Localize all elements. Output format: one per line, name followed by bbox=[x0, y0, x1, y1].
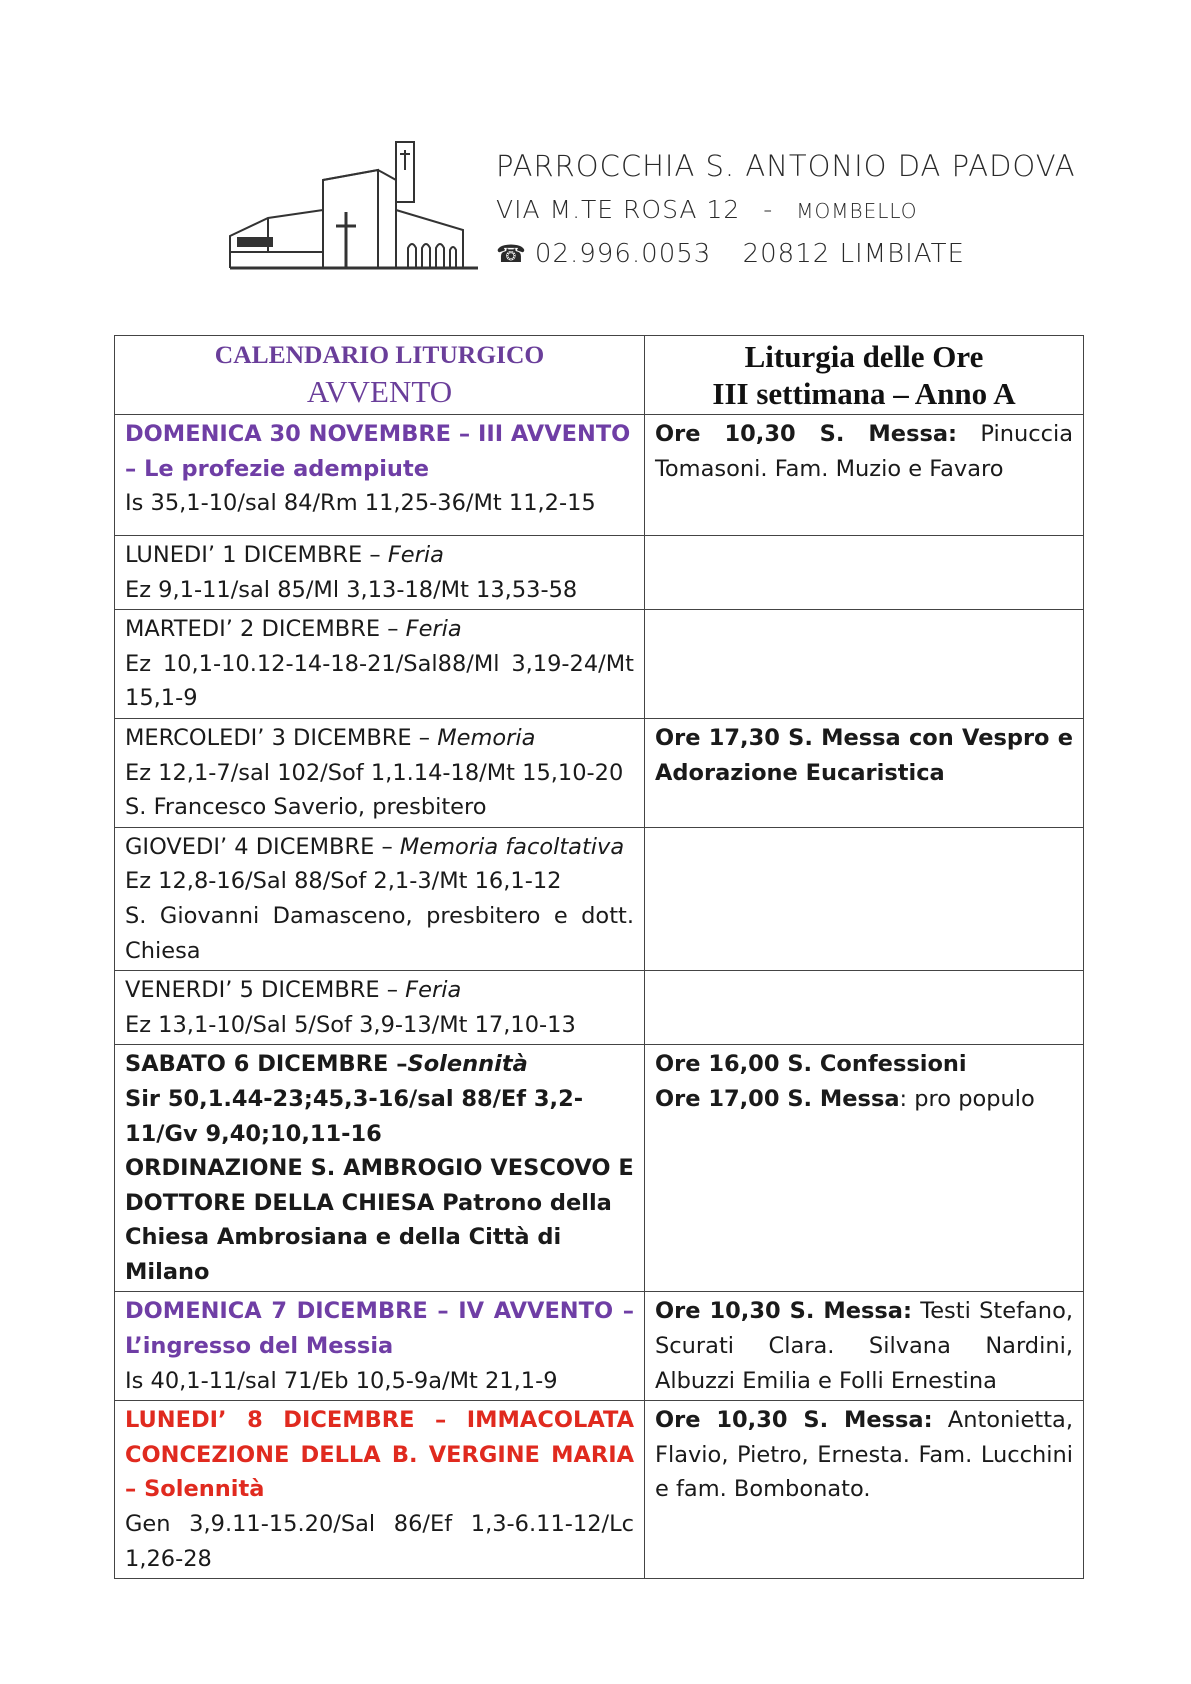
day-title bbox=[125, 721, 634, 756]
table-row bbox=[115, 1045, 1084, 1292]
day-title bbox=[125, 1047, 634, 1082]
day-type: Solennità bbox=[407, 1051, 528, 1078]
phone-number: 02.996.0053 bbox=[534, 239, 712, 269]
day-type: Memoria facoltativa bbox=[399, 833, 625, 860]
header-left-cell bbox=[115, 336, 645, 415]
mass-cell bbox=[645, 610, 1084, 719]
day-title bbox=[125, 538, 634, 573]
day-date: SABATO 6 DICEMBRE – bbox=[125, 1051, 408, 1078]
mass-time: Ore 10,30 S. Messa: bbox=[655, 1298, 912, 1325]
day-cell bbox=[115, 827, 645, 970]
table-header-row bbox=[115, 336, 1084, 415]
header-right-cell bbox=[645, 336, 1084, 415]
mass-cell bbox=[645, 827, 1084, 970]
day-cell bbox=[115, 718, 645, 827]
mass-cell bbox=[645, 536, 1084, 610]
mass-time: Ore 10,30 S. Messa: bbox=[655, 1407, 933, 1434]
day-cell bbox=[115, 536, 645, 610]
day-cell bbox=[115, 1045, 645, 1292]
day-readings: Ez 13,1-10/Sal 5/Sof 3,9-13/Mt 17,10-13 bbox=[125, 1011, 576, 1038]
letterhead bbox=[228, 140, 1076, 280]
day-type: Feria bbox=[405, 616, 462, 643]
mass-intentions: Antonietta, Flavio, Pietro, Ernesta. Fam. Lucchini e fam. Bombonato. bbox=[655, 1407, 1073, 1503]
parish-name: PARROCCHIA S. ANTONIO DA PADOVA bbox=[496, 149, 1076, 183]
address-area: MOMBELLO bbox=[796, 199, 918, 223]
table-row bbox=[115, 827, 1084, 970]
calendar-title: CALENDARIO LITURGICO bbox=[214, 340, 545, 369]
day-note: ORDINAZIONE S. AMBROGIO VESCOVO E DOTTORE DELLA CHIESA Patrono della Chiesa Ambrosiana e della Città di Milano bbox=[125, 1155, 634, 1285]
mass-time: Ore 17,00 S. Messa bbox=[655, 1085, 900, 1112]
day-cell bbox=[115, 1292, 645, 1401]
day-type: Feria bbox=[405, 977, 462, 1004]
day-cell bbox=[115, 415, 645, 536]
day-type: Feria bbox=[387, 542, 444, 568]
liturgy-hours-title: Liturgia delle Ore bbox=[744, 339, 984, 374]
day-readings: Is 35,1-10/sal 84/Rm 11,25-36/Mt 11,2-15 bbox=[125, 490, 596, 517]
parish-address bbox=[496, 188, 1076, 232]
mass-cell bbox=[645, 415, 1084, 536]
table-row bbox=[115, 1292, 1084, 1401]
day-cell bbox=[115, 610, 645, 719]
mass-cell bbox=[645, 718, 1084, 827]
table-row bbox=[115, 718, 1084, 827]
day-readings: Ez 10,1-10.12-14-18-21/Sal88/Ml 3,19-24/Mt 15,1-9 bbox=[125, 650, 634, 712]
table-row bbox=[115, 536, 1084, 610]
mass-cell bbox=[645, 971, 1084, 1045]
mass-time: Ore 10,30 S. Messa: bbox=[655, 421, 958, 447]
church-logo-icon bbox=[228, 140, 478, 270]
day-date: MERCOLEDI’ 3 DICEMBRE – bbox=[125, 724, 438, 751]
day-date: GIOVEDI’ 4 DICEMBRE – bbox=[125, 833, 400, 860]
mass-line bbox=[655, 1082, 1073, 1117]
day-title bbox=[125, 612, 634, 647]
table-row bbox=[115, 415, 1084, 536]
address-separator: - bbox=[763, 195, 774, 224]
day-readings: Ez 12,1-7/sal 102/Sof 1,1.14-18/Mt 15,10-20 bbox=[125, 759, 624, 786]
day-date: LUNEDI’ 1 DICEMBRE – bbox=[125, 542, 388, 568]
day-readings: Ez 9,1-11/sal 85/Ml 3,13-18/Mt 13,53-58 bbox=[125, 576, 578, 603]
table-row bbox=[115, 971, 1084, 1045]
address-street: VIA M.TE ROSA 12 bbox=[496, 195, 741, 224]
mass-time: Ore 17,30 S. Messa con Vespro e Adorazione Eucaristica bbox=[655, 724, 1073, 786]
postcode-city: 20812 LIMBIATE bbox=[742, 239, 965, 269]
mass-cell bbox=[645, 1401, 1084, 1579]
day-title: DOMENICA 7 DICEMBRE – IV AVVENTO – L’ingresso del Messia bbox=[125, 1298, 634, 1360]
day-title bbox=[125, 973, 634, 1008]
day-type: Memoria bbox=[437, 724, 536, 751]
table-row bbox=[115, 1401, 1084, 1579]
mass-cell bbox=[645, 1045, 1084, 1292]
mass-intentions: Testi Stefano, Scurati Clara. Silvana Nardini, Albuzzi Emilia e Folli Ernestina bbox=[655, 1298, 1073, 1394]
day-date: MARTEDI’ 2 DICEMBRE – bbox=[125, 616, 406, 643]
day-readings: Ez 12,8-16/Sal 88/Sof 2,1-3/Mt 16,1-12 bbox=[125, 868, 562, 895]
parish-info bbox=[496, 144, 1076, 276]
day-readings: Gen 3,9.11-15.20/Sal 86/Ef 1,3-6.11-12/Lc 1,26-28 bbox=[125, 1511, 634, 1572]
mass-intentions: : pro populo bbox=[899, 1085, 1035, 1112]
mass-cell bbox=[645, 1292, 1084, 1401]
day-cell bbox=[115, 1401, 645, 1579]
day-readings: Sir 50,1.44-23;45,3-16/sal 88/Ef 3,2-11/Gv 9,40;10,11-16 bbox=[125, 1085, 584, 1147]
day-cell bbox=[115, 971, 645, 1045]
liturgy-week: III settimana – Anno A bbox=[712, 376, 1016, 411]
table-row bbox=[115, 610, 1084, 719]
day-saint: S. Francesco Saverio, presbitero bbox=[125, 794, 487, 821]
mass-intentions: Pinuccia Tomasoni. Fam. Muzio e Favaro bbox=[655, 421, 1073, 482]
telephone-icon: ☎ bbox=[496, 240, 527, 268]
day-title bbox=[125, 830, 634, 865]
parish-contact bbox=[496, 232, 1076, 276]
day-title: DOMENICA 30 NOVEMBRE – III AVVENTO – Le profezie adempiute bbox=[125, 421, 631, 482]
confession-time: Ore 16,00 S. Confessioni bbox=[655, 1051, 967, 1078]
day-title: LUNEDI’ 8 DICEMBRE – IMMACOLATA CONCEZIONE DELLA B. VERGINE MARIA – Solennità bbox=[125, 1407, 634, 1503]
liturgical-calendar-table bbox=[114, 335, 1084, 1579]
season-title: AVVENTO bbox=[306, 374, 453, 409]
day-saint: S. Giovanni Damasceno, presbitero e dott. Chiesa bbox=[125, 902, 634, 964]
day-date: VENERDI’ 5 DICEMBRE – bbox=[125, 977, 406, 1004]
day-readings: Is 40,1-11/sal 71/Eb 10,5-9a/Mt 21,1-9 bbox=[125, 1367, 558, 1394]
